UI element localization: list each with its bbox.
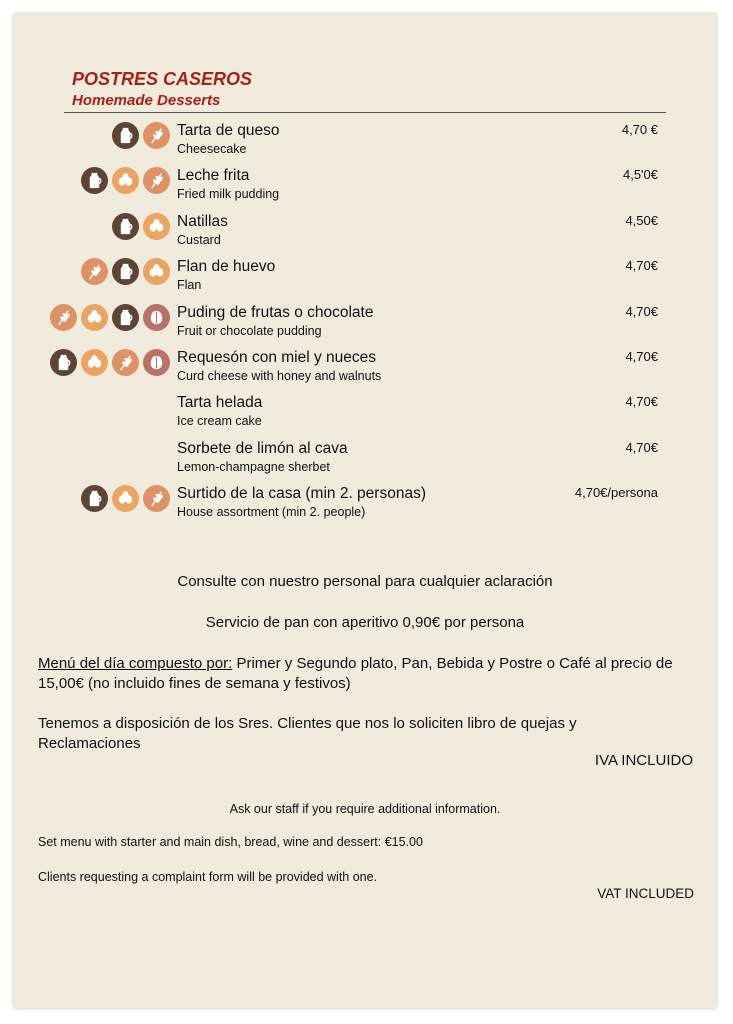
dessert-item xyxy=(14,343,716,387)
eggs-icon xyxy=(81,349,108,376)
dessert-item xyxy=(14,479,716,523)
milk-jug-icon xyxy=(112,122,139,149)
eggs-icon xyxy=(112,167,139,194)
dessert-description: Lemon-champagne sherbet xyxy=(177,460,330,474)
dessert-price: 4,5'0€ xyxy=(622,167,658,182)
dessert-price: 4,70€ xyxy=(625,304,658,319)
wheat-icon xyxy=(143,122,170,149)
dessert-price: 4,50€ xyxy=(625,213,658,228)
allergen-icons xyxy=(81,485,170,512)
eggs-icon xyxy=(143,213,170,240)
dessert-name: Leche frita xyxy=(177,167,250,184)
set-menu-note: Set menu with starter and main dish, bread, wine and dessert: €15.00 xyxy=(38,835,423,849)
dessert-name: Puding de frutas o chocolate xyxy=(177,304,374,321)
dessert-price: 4,70€ xyxy=(625,258,658,273)
staff-note: Consulte con nuestro personal para cualquier aclaración xyxy=(177,573,553,590)
dessert-price: 4,70€ xyxy=(625,349,658,364)
allergen-icons xyxy=(112,213,170,240)
dessert-description: Flan xyxy=(177,278,202,292)
dessert-name: Flan de huevo xyxy=(177,258,276,275)
daily-menu-note xyxy=(38,654,678,694)
dessert-price: 4,70€ xyxy=(625,394,658,409)
eggs-icon xyxy=(81,304,108,331)
divider xyxy=(64,112,666,113)
dessert-description: Cheesecake xyxy=(177,142,247,156)
ask-staff-note: Ask our staff if you require additional information. xyxy=(229,802,501,816)
dessert-item xyxy=(14,207,716,251)
daily-menu-label: Menú del día compuesto por: xyxy=(38,655,233,672)
eggs-icon xyxy=(143,258,170,285)
eggs-icon xyxy=(112,485,139,512)
dessert-price: 4,70 € xyxy=(621,122,658,137)
dessert-description: Custard xyxy=(177,233,221,247)
vat-note: VAT INCLUDED xyxy=(597,886,694,901)
dessert-item xyxy=(14,388,716,432)
bread-note: Servicio de pan con aperitivo 0,90€ por persona xyxy=(205,614,525,631)
section-title: POSTRES CASEROS xyxy=(72,69,253,89)
milk-jug-icon xyxy=(81,485,108,512)
dessert-item xyxy=(14,434,716,478)
allergen-icons xyxy=(50,304,170,331)
dessert-item xyxy=(14,161,716,205)
dessert-description: Ice cream cake xyxy=(177,414,262,428)
milk-jug-icon xyxy=(112,258,139,285)
dessert-price: 4,70€ xyxy=(625,440,658,455)
wheat-icon xyxy=(50,304,77,331)
dessert-price: 4,70€/persona xyxy=(574,485,658,500)
dessert-name: Surtido de la casa (min 2. personas) xyxy=(177,485,426,502)
milk-jug-icon xyxy=(81,167,108,194)
dessert-description: House assortment (min 2. people) xyxy=(177,505,366,519)
daily-menu-text: Primer y Segundo plato, Pan, Bebida y Postre o Café al precio de 15,00€ (no incluido fines de semana y festivos) xyxy=(38,655,673,692)
wheat-icon xyxy=(143,485,170,512)
dessert-name: Natillas xyxy=(177,213,228,230)
complaint-form-note: Clients requesting a complaint form will be provided with one. xyxy=(38,870,378,884)
nut-icon xyxy=(143,349,170,376)
allergen-icons xyxy=(81,258,170,285)
dessert-description: Fried milk pudding xyxy=(177,187,280,201)
iva-note: IVA INCLUIDO xyxy=(594,752,693,769)
dessert-item xyxy=(14,252,716,296)
menu-page xyxy=(14,14,716,1008)
milk-jug-icon xyxy=(50,349,77,376)
wheat-icon xyxy=(81,258,108,285)
dessert-name: Requesón con miel y nueces xyxy=(177,349,377,366)
dessert-description: Curd cheese with honey and walnuts xyxy=(177,369,382,383)
dessert-item xyxy=(14,298,716,342)
milk-jug-icon xyxy=(112,213,139,240)
wheat-icon xyxy=(143,167,170,194)
allergen-icons xyxy=(81,167,170,194)
section-subtitle: Homemade Desserts xyxy=(72,92,221,109)
wheat-icon xyxy=(112,349,139,376)
dessert-name: Tarta de queso xyxy=(177,122,280,139)
allergen-icons xyxy=(112,122,170,149)
dessert-name: Tarta helada xyxy=(177,394,263,411)
complaints-note: Tenemos a disposición de los Sres. Clientes que nos lo soliciten libro de quejas y Reclamaciones xyxy=(38,715,577,752)
dessert-name: Sorbete de limón al cava xyxy=(177,440,348,457)
dessert-description: Fruit or chocolate pudding xyxy=(177,324,322,338)
dessert-item xyxy=(14,116,716,160)
allergen-icons xyxy=(50,349,170,376)
nut-icon xyxy=(143,304,170,331)
milk-jug-icon xyxy=(112,304,139,331)
